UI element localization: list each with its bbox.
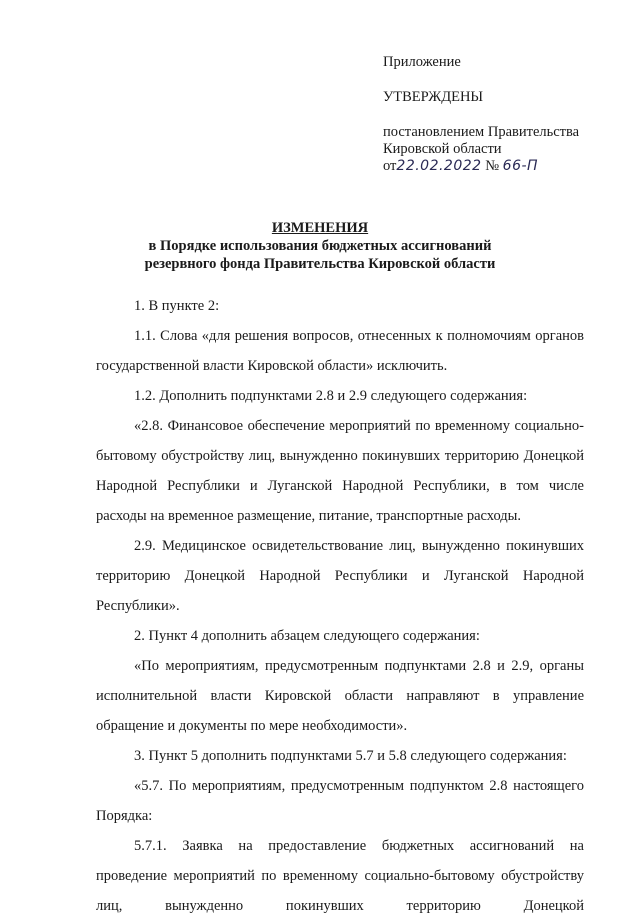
decree-line-1: постановлением Правительства [383,124,580,140]
paragraph-1: 1. В пункте 2: [134,298,220,314]
appendix-label: Приложение [383,54,461,70]
title-main: ИЗМЕНЕНИЯ [271,220,369,236]
paragraph-5-7: «5.7. По мероприятиям, предусмотренным подпунктом 2.8 настоящего Порядка: [96,778,584,824]
document-body [96,291,584,921]
paragraph-3: 3. Пункт 5 дополнить подпунктами 5.7 и 5.8 следующего содержания: [134,748,567,764]
paragraph-2: 2. Пункт 4 дополнить абзацем следующего содержания: [134,628,480,644]
paragraph-1-1: 1.1. Слова «для решения вопросов, отнесенных к полномочиям органов государственной власти Кировской области» исключить. [96,328,584,374]
decree-prefix: от [383,158,397,174]
decree-line-2: Кировской области [383,141,502,157]
decree-date-line [383,158,623,175]
paragraph-2-9: 2.9. Медицинское освидетельствование лиц, вынужденно покинувших территорию Донецкой Народной Республики и Луганской Народной Республики». [96,538,584,614]
paragraph-2-8: «2.8. Финансовое обеспечение мероприятий по временному социально-бытовому обустройству лиц, вынужденно покинувших территорию Донецкой Народной Республики и Луганской Народной Республики, в том числе расходы на временное размещение, питание, транспортные расходы. [96,418,584,524]
title-line-2: в Порядке использования бюджетных ассигнований [148,238,492,254]
decree-number: 66-П [502,158,539,174]
decree-date: 22.02.2022 [396,158,482,174]
paragraph-5-7-1: 5.7.1. Заявка на предоставление бюджетных ассигнований на проведение мероприятий по временному социально-бытовому обустройству лиц, вынужденно покинувших территорию Донецкой [96,838,584,914]
document-title [0,219,640,273]
decree-number-sign: № [485,158,500,174]
paragraph-4-addition: «По мероприятиям, предусмотренным подпунктами 2.8 и 2.9, органы исполнительной власти Кировской области направляют в управление обращение и документы по мере необходимости». [96,658,584,734]
paragraph-1-2: 1.2. Дополнить подпунктами 2.8 и 2.9 следующего содержания: [134,388,528,404]
title-line-3: резервного фонда Правительства Кировской области [144,256,496,272]
appendix-header [383,54,623,175]
approved-label: УТВЕРЖДЕНЫ [383,89,484,105]
